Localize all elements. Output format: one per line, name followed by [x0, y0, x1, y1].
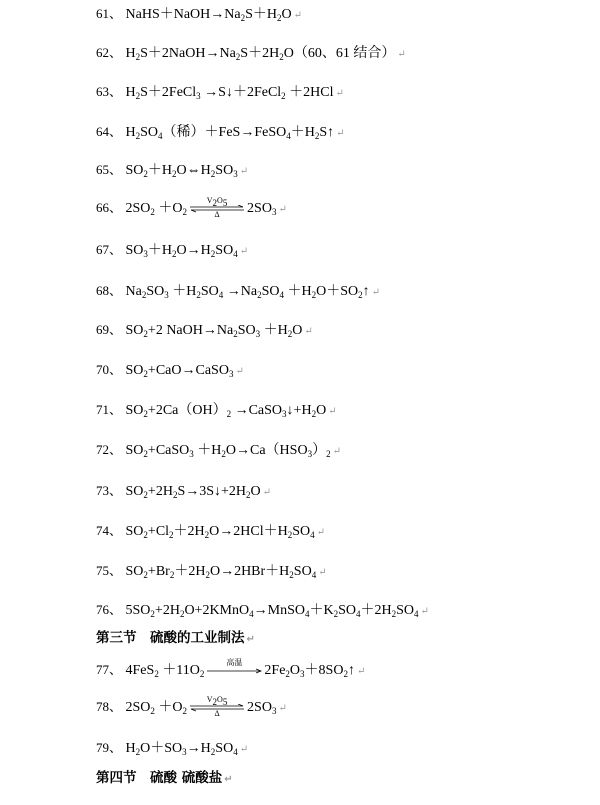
condition-arrow — [206, 658, 262, 682]
section-title: 第三节 硫酸的工业制法 — [96, 630, 245, 646]
reaction-75 — [96, 559, 327, 583]
reaction-61 — [96, 2, 302, 26]
reaction-number: 73、 — [96, 483, 123, 498]
return-mark: ↵ — [328, 406, 337, 417]
return-mark: ↵ — [278, 204, 287, 215]
return-mark: ↵ — [371, 287, 381, 298]
equation-right: $2SO_3$ — [247, 201, 277, 217]
reaction-number: 70、 — [96, 362, 123, 377]
reaction-63 — [96, 80, 344, 104]
reaction-68 — [96, 279, 380, 303]
return-mark: ↵ — [262, 487, 272, 498]
reaction-78 — [96, 695, 287, 719]
reaction-number: 65、 — [96, 162, 123, 177]
equation: $SO_2+CaO\to CaSO_3$ — [125, 363, 234, 379]
condition-arrow — [189, 695, 245, 719]
equation: $SO_2+H_2O\Leftrightarrow H_2SO_3$ — [125, 163, 238, 179]
return-mark: ↵ — [224, 774, 233, 785]
return-mark: ↵ — [318, 567, 327, 578]
return-mark: ↵ — [420, 606, 429, 617]
reaction-number: 78、 — [96, 699, 123, 714]
reaction-71 — [96, 398, 337, 422]
reaction-number: 62、 — [96, 45, 123, 60]
reaction-70 — [96, 358, 244, 382]
equation-right: $2SO_3$ — [247, 700, 277, 716]
equation: $H_2SO_4$（稀）$+FeS\to FeSO_4+H_2S↑$ — [125, 125, 335, 141]
reaction-number: 61、 — [96, 6, 123, 21]
return-mark: ↵ — [239, 744, 249, 755]
return-mark: ↵ — [239, 166, 249, 177]
reaction-number: 72、 — [96, 442, 123, 457]
return-mark: ↵ — [239, 246, 249, 257]
reaction-number: 71、 — [96, 402, 123, 417]
condition-heat: Δ — [214, 210, 220, 219]
reaction-66 — [96, 196, 287, 220]
return-mark: ↵ — [235, 366, 244, 377]
reaction-62 — [96, 41, 406, 65]
equation: $SO_2+2Ca(OH)_2$ $\to CaSO_3↓+H_2O$ — [125, 403, 327, 419]
reaction-number: 66、 — [96, 200, 123, 215]
section-heading-4 — [96, 768, 233, 788]
reaction-77 — [96, 658, 365, 682]
reaction-65 — [96, 158, 248, 182]
condition-arrow — [189, 196, 245, 220]
equation: $SO_3+H_2O\to H_2SO_4$ — [125, 243, 238, 259]
return-mark: ↵ — [278, 703, 287, 714]
reaction-number: 69、 — [96, 322, 123, 337]
return-mark: ↵ — [332, 446, 341, 457]
return-mark: ↵ — [246, 634, 255, 645]
reaction-number: 74、 — [96, 523, 123, 538]
condition-high-temperature: 高温 — [226, 658, 243, 667]
reaction-number: 67、 — [96, 242, 123, 257]
reaction-73 — [96, 479, 271, 503]
reaction-number: 75、 — [96, 563, 123, 578]
equation: $5SO_2+2H_2O+2KMnO_4\to MnSO_4+K_2SO_4+2H_2SO_4$ — [125, 603, 419, 619]
reaction-number: 63、 — [96, 84, 123, 99]
return-mark: ↵ — [316, 527, 326, 538]
reaction-number: 76、 — [96, 602, 123, 617]
return-mark: ↵ — [293, 10, 303, 21]
return-mark: ↵ — [335, 88, 344, 99]
reaction-number: 64、 — [96, 124, 123, 139]
equation: $H_2S+2FeCl_3$ →S↓＋2FeCl$_2$ ＋2HCl — [125, 85, 334, 101]
equation: $SO_2+Br_2+2H_2O\to 2HBr+H_2SO_4$ — [125, 564, 317, 580]
reaction-67 — [96, 238, 248, 262]
condition-catalyst: $V_2O_5$ — [206, 695, 228, 707]
reaction-number: 79、 — [96, 740, 123, 755]
equation: $NaHS+NaOH\to Na_2S+H_2O$ — [125, 7, 292, 23]
reaction-76 — [96, 598, 429, 622]
equation: $SO_2+2H_2S\to 3S↓+2H_2O$ — [125, 484, 261, 500]
equation: $SO_2+CaSO_3 +H_2O\to Ca(HSO_3)_2$ — [125, 443, 331, 459]
reaction-64 — [96, 120, 345, 144]
equation-left: $2SO_2 +O_2$ — [125, 201, 188, 217]
equation-left: $4FeS_2 +11O_2$ — [125, 663, 205, 679]
return-mark: ↵ — [336, 128, 345, 139]
equation: $H_2S+2NaOH\to Na_2S+2H_2O(60$、61 结合） — [125, 46, 396, 62]
equation-left: $2SO_2 +O_2$ — [125, 700, 188, 716]
section-heading-3 — [96, 628, 255, 648]
reaction-69 — [96, 318, 313, 342]
reaction-74 — [96, 519, 325, 543]
condition-catalyst: $V_2O_5$ — [206, 196, 228, 208]
section-title: 第四节 硫酸 硫酸盐 — [96, 770, 223, 786]
return-mark: ↵ — [397, 49, 406, 60]
arrow-icon — [206, 667, 262, 675]
reaction-number: 77、 — [96, 662, 123, 677]
return-mark: ↵ — [356, 666, 366, 677]
equation: $H_2O+SO_3\to H_2SO_4$ — [125, 741, 238, 757]
reaction-number: 68、 — [96, 283, 123, 298]
equation-right: $2Fe_2O_3+8SO_2↑$ — [264, 663, 355, 679]
return-mark: ↵ — [304, 326, 313, 337]
equation: $SO_2+Cl_2+2H_2O\to 2HCl+H_2SO_4$ — [125, 524, 315, 540]
condition-heat: Δ — [214, 709, 220, 718]
equation: $SO_2+2$ $NaOH\to Na_2SO_3 +H_2O$ — [125, 323, 303, 339]
reaction-72 — [96, 438, 341, 462]
reaction-79 — [96, 736, 248, 760]
equation: $Na_2SO_3 +H_2SO_4 \to Na_2SO_4$ $+H_2O+SO_2↑$ — [125, 284, 370, 300]
